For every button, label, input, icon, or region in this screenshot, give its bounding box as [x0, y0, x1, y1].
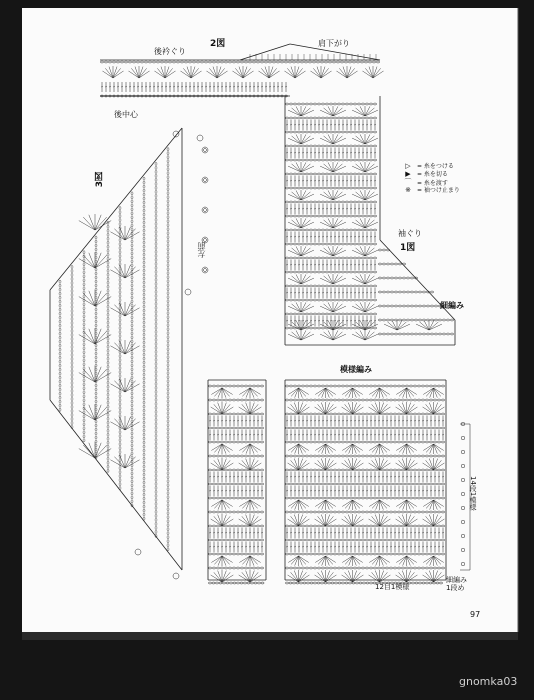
page-number: 97 [470, 610, 481, 619]
edging-label: 細編み [440, 301, 464, 310]
diagram3-title: 3図 [95, 172, 105, 188]
back-center-label: 後中心 [114, 110, 138, 119]
diagram2-title: 2図 [210, 39, 226, 49]
watermark: gnomka03 [459, 675, 518, 688]
attach-yarn-icon: ▷ [405, 161, 411, 170]
shoulder-drop-label: 肩下がり [318, 39, 350, 48]
legend-text: = 糸を渡す [417, 179, 448, 187]
bottom-edging-label: 細編み 1段め [446, 576, 467, 593]
legend-text: = 糸をつける [417, 163, 454, 170]
armhole-label: 袖ぐり [398, 229, 422, 238]
left-front-label: 左前 [197, 242, 206, 258]
diagram1-title: 1図 [400, 243, 416, 253]
legend-text: = 袖つけ止まり [417, 187, 460, 194]
sleeve-stop-icon: ※ [405, 185, 411, 194]
stitch-repeat-label: 12目1模様 [375, 583, 410, 591]
legend-text: = 糸を切る [417, 171, 448, 178]
carry-yarn-icon: ⌒ [404, 178, 412, 186]
legend-item-sleeve-stop [402, 185, 460, 194]
pattern-stitch-label: 模様編み [340, 365, 372, 374]
cut-yarn-icon: ▶ [405, 169, 411, 178]
rows-repeat-label: 14段1模様 [469, 476, 477, 511]
back-neckline-label: 後衿ぐり [154, 47, 186, 56]
